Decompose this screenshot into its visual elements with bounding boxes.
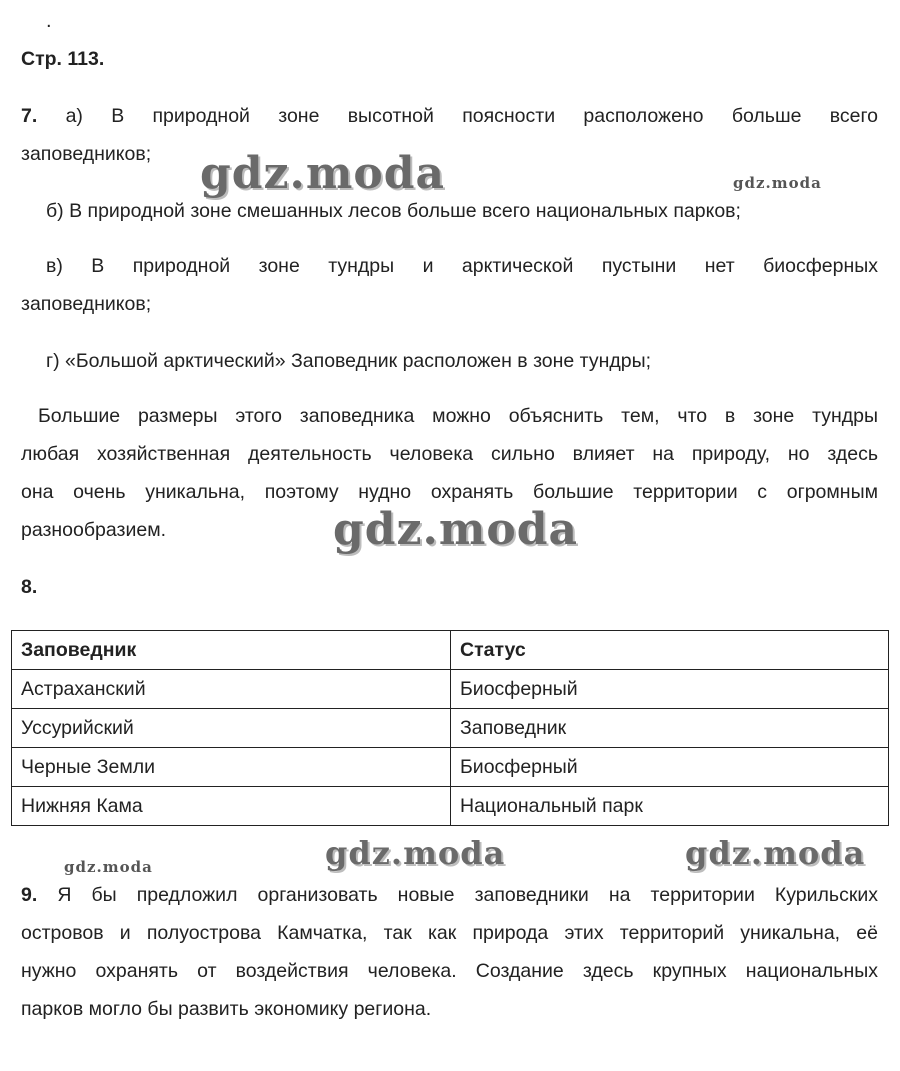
q9-line2: островов и полуострова Камчатка, так как природа этих территорий уникальна, её bbox=[21, 922, 878, 944]
q9-line1: 9. Я бы предложил организовать новые заповедники на территории Курильских bbox=[21, 884, 878, 906]
table-row bbox=[12, 787, 889, 826]
q7-paragraph-line4: разнообразием. bbox=[21, 519, 167, 541]
q9-line4: парков могло бы развить экономику региона. bbox=[21, 998, 432, 1020]
q7-line-a2: заповедников; bbox=[21, 143, 152, 165]
table-cell-reserve: Черные Земли bbox=[12, 748, 451, 787]
q7-paragraph-line2: любая хозяйственная деятельность человека сильно влияет на природу, но здесь bbox=[21, 443, 878, 465]
q8-number: 8. bbox=[21, 576, 38, 598]
q9-line3: нужно охранять от воздействия человека. Создание здесь крупных национальных bbox=[21, 960, 878, 982]
watermark-logo: gdz.moda bbox=[685, 834, 866, 872]
table-header-reserve: Заповедник bbox=[12, 631, 451, 670]
reserves-table bbox=[11, 630, 889, 826]
q7-line-a1: 7. а) В природной зоне высотной поясности расположено больше всего bbox=[21, 105, 878, 127]
table-cell-status: Биосферный bbox=[451, 670, 889, 709]
table-cell-reserve: Уссурийский bbox=[12, 709, 451, 748]
q7-paragraph-line3: она очень уникальна, поэтому нудно охранять большие территории с огромным bbox=[21, 481, 878, 503]
q7-number: 7. bbox=[21, 105, 38, 127]
table-header-status: Статус bbox=[451, 631, 889, 670]
q7-line-v2: заповедников; bbox=[21, 293, 152, 315]
table-row bbox=[12, 748, 889, 787]
page-mark: . bbox=[46, 10, 52, 32]
watermark-logo: gdz.moda bbox=[64, 858, 153, 876]
watermark-logo: gdz.moda bbox=[333, 504, 579, 555]
table-row bbox=[12, 709, 889, 748]
page-title: Стр. 113. bbox=[21, 48, 105, 70]
q7-line-b: б) В природной зоне смешанных лесов больше всего национальных парков; bbox=[46, 200, 741, 222]
watermark-logo: gdz.moda bbox=[733, 174, 822, 192]
q7-line-v1: в) В природной зоне тундры и арктической пустыни нет биосферных bbox=[46, 255, 878, 277]
q7-paragraph-line1: Большие размеры этого заповедника можно объяснить тем, что в зоне тундры bbox=[38, 405, 878, 427]
q9-number: 9. bbox=[21, 884, 38, 906]
q7-line-g: г) «Большой арктический» Заповедник расположен в зоне тундры; bbox=[46, 350, 652, 372]
watermark-logo: gdz.moda bbox=[200, 148, 446, 199]
watermark-logo: gdz.moda bbox=[325, 834, 506, 872]
table-cell-status: Биосферный bbox=[451, 748, 889, 787]
table-cell-reserve: Астраханский bbox=[12, 670, 451, 709]
table-header-row bbox=[12, 631, 889, 670]
table-cell-status: Заповедник bbox=[451, 709, 889, 748]
table-row bbox=[12, 670, 889, 709]
table-cell-reserve: Нижняя Кама bbox=[12, 787, 451, 826]
table-cell-status: Национальный парк bbox=[451, 787, 889, 826]
